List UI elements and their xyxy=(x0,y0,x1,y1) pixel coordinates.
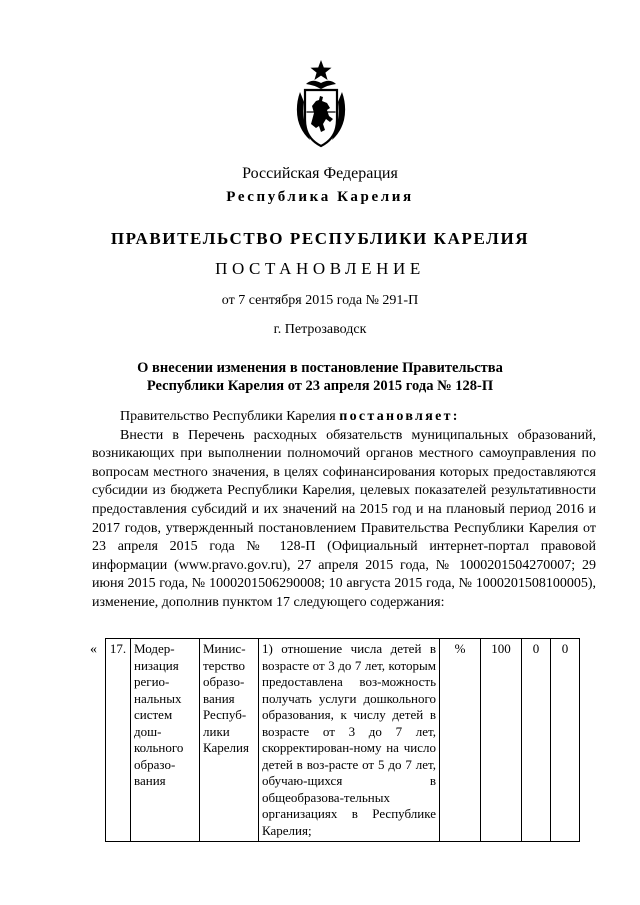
main-paragraph: Внести в Перечень расходных обязательств муниципальных образований, возникающих при выполнении полномочий органов местного самоуправления по вопросам местного значения, в целях софинансирования которых предоставляются субсидии из бюджета Республики Карелия, целевых показателей результативности предоставления субсидий и их значений на 2015 год и на плановый период 2016 и 2017 годов, утвержденный постановлением Правительства Республики Карелия от 23 апреля 2015 года № 128-П (Официальный интернет-портал правовой информации (www.pravo.gov.ru), 27 апреля 2015 года, № 1000201504270007; 29 июня 2015 года, № 1000201506290008; 10 августа 2015 года, № 1000201508100005), изменение, дополнив пунктом 17 следующего содержания: xyxy=(92,427,596,610)
document-body xyxy=(92,408,596,613)
subject-line-1: О внесении изменения в постановление Правительства xyxy=(137,360,503,376)
cell-value-2017: 0 xyxy=(551,639,580,842)
cell-value-2015: 100 xyxy=(481,639,522,842)
subject-line-2: Республики Карелия от 23 апреля 2015 года № 128-П xyxy=(146,378,494,394)
coat-of-arms-emblem xyxy=(292,58,350,150)
cell-ministry: Минис-терство образо-вания Респуб-лики Карелия xyxy=(200,639,259,842)
republic-name: Республика Карелия xyxy=(226,189,414,205)
cell-number: 17. xyxy=(106,639,131,842)
preamble-text: Правительство Республики Карелия xyxy=(120,409,336,424)
cell-value-2016: 0 xyxy=(522,639,551,842)
cell-obligation-name: Модер-низация регио-нальных систем дош-кольного образо-вания xyxy=(131,639,200,842)
quote-mark: « xyxy=(90,642,97,657)
preamble xyxy=(92,408,596,427)
obligations-table xyxy=(105,638,580,842)
cell-indicator: 1) отношение числа детей в возрасте от 3 до 7 лет, которым предоставлена воз-можность получать услуги дошкольного образования, к числу детей в возрасте от 3 до 7 лет, скорректирован-ному на число детей в воз-расте от 5 до 7 лет, обучаю-щихся в общеобразова-тельных организациях в Республике Карелия; xyxy=(259,639,440,842)
government-title: ПРАВИТЕЛЬСТВО РЕСПУБЛИКИ КАРЕЛИЯ xyxy=(110,229,530,248)
table-row xyxy=(106,639,580,842)
document-type: ПОСТАНОВЛЕНИЕ xyxy=(215,259,425,278)
country-name: Российская Федерация xyxy=(242,165,398,182)
cell-unit: % xyxy=(440,639,481,842)
document-date-number: от 7 сентября 2015 года № 291-П xyxy=(221,293,419,308)
preamble-verb: постановляет: xyxy=(339,409,460,424)
star-icon xyxy=(311,60,332,80)
document-city: г. Петрозаводск xyxy=(273,322,367,337)
